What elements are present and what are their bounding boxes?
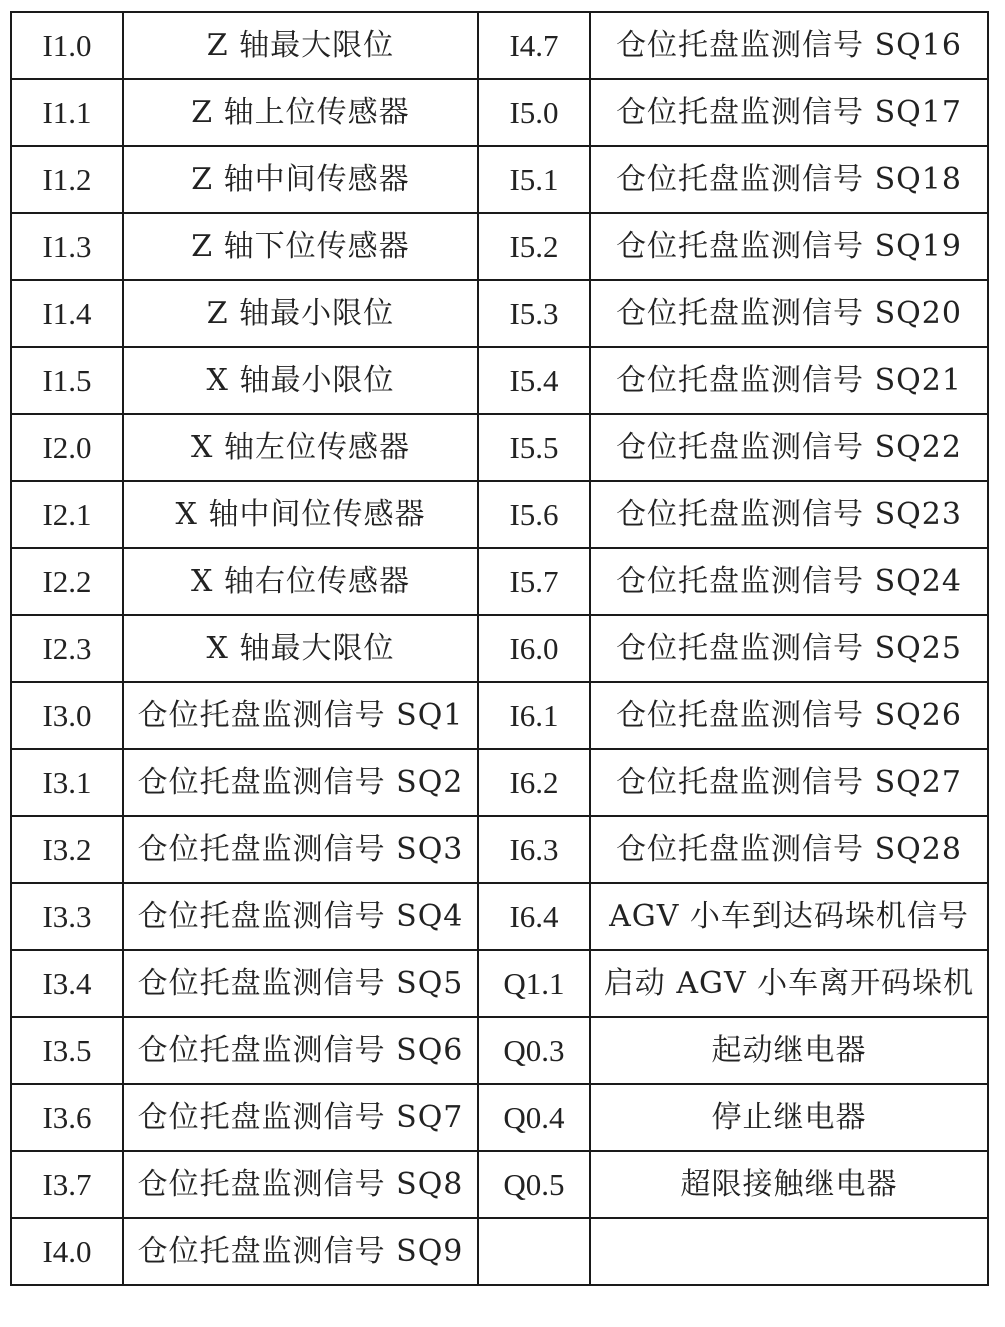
right-address-cell: I5.2: [478, 213, 590, 280]
right-description-cell: 停止继电器: [590, 1084, 988, 1151]
right-address-cell: [478, 1218, 590, 1285]
right-description-cell: 仓位托盘监测信号 SQ27: [590, 749, 988, 816]
left-address-cell: I2.3: [11, 615, 123, 682]
left-address-cell: I3.1: [11, 749, 123, 816]
right-description-cell: 仓位托盘监测信号 SQ24: [590, 548, 988, 615]
left-address-cell: I3.0: [11, 682, 123, 749]
left-description-cell: 仓位托盘监测信号 SQ5: [123, 950, 478, 1017]
right-description-cell: 超限接触继电器: [590, 1151, 988, 1218]
table-row: [11, 950, 988, 1017]
right-address-cell: I5.6: [478, 481, 590, 548]
right-description-cell: 启动 AGV 小车离开码垛机: [590, 950, 988, 1017]
left-address-cell: I3.7: [11, 1151, 123, 1218]
io-table-body: [11, 12, 988, 1285]
right-description-cell: 仓位托盘监测信号 SQ22: [590, 414, 988, 481]
table-row: [11, 79, 988, 146]
left-address-cell: I3.2: [11, 816, 123, 883]
left-description-cell: X 轴最小限位: [123, 347, 478, 414]
left-description-cell: Z 轴最小限位: [123, 280, 478, 347]
right-address-cell: I6.2: [478, 749, 590, 816]
left-address-cell: I1.3: [11, 213, 123, 280]
table-row: [11, 615, 988, 682]
left-description-cell: X 轴右位传感器: [123, 548, 478, 615]
left-description-cell: 仓位托盘监测信号 SQ3: [123, 816, 478, 883]
left-description-cell: 仓位托盘监测信号 SQ9: [123, 1218, 478, 1285]
left-address-cell: I1.2: [11, 146, 123, 213]
left-address-cell: I4.0: [11, 1218, 123, 1285]
right-description-cell: 仓位托盘监测信号 SQ20: [590, 280, 988, 347]
left-address-cell: I2.2: [11, 548, 123, 615]
right-address-cell: I6.3: [478, 816, 590, 883]
table-row: [11, 548, 988, 615]
table-row: [11, 883, 988, 950]
left-description-cell: 仓位托盘监测信号 SQ4: [123, 883, 478, 950]
right-description-cell: 仓位托盘监测信号 SQ25: [590, 615, 988, 682]
left-address-cell: I1.5: [11, 347, 123, 414]
table-row: [11, 414, 988, 481]
left-description-cell: Z 轴下位传感器: [123, 213, 478, 280]
right-address-cell: I5.0: [478, 79, 590, 146]
right-address-cell: I6.4: [478, 883, 590, 950]
left-address-cell: I3.6: [11, 1084, 123, 1151]
left-description-cell: Z 轴最大限位: [123, 12, 478, 79]
right-description-cell: 起动继电器: [590, 1017, 988, 1084]
right-address-cell: Q1.1: [478, 950, 590, 1017]
right-address-cell: I5.5: [478, 414, 590, 481]
left-address-cell: I1.4: [11, 280, 123, 347]
left-description-cell: Z 轴上位传感器: [123, 79, 478, 146]
table-row: [11, 1151, 988, 1218]
left-description-cell: X 轴最大限位: [123, 615, 478, 682]
left-description-cell: 仓位托盘监测信号 SQ6: [123, 1017, 478, 1084]
io-address-table: [10, 11, 989, 1286]
left-address-cell: I3.5: [11, 1017, 123, 1084]
right-description-cell: 仓位托盘监测信号 SQ21: [590, 347, 988, 414]
table-row: [11, 481, 988, 548]
right-address-cell: Q0.3: [478, 1017, 590, 1084]
right-description-cell: 仓位托盘监测信号 SQ23: [590, 481, 988, 548]
right-address-cell: Q0.4: [478, 1084, 590, 1151]
left-address-cell: I3.3: [11, 883, 123, 950]
left-address-cell: I1.1: [11, 79, 123, 146]
table-row: [11, 280, 988, 347]
left-description-cell: X 轴左位传感器: [123, 414, 478, 481]
right-description-cell: 仓位托盘监测信号 SQ17: [590, 79, 988, 146]
right-address-cell: I6.1: [478, 682, 590, 749]
left-address-cell: I3.4: [11, 950, 123, 1017]
table-row: [11, 146, 988, 213]
table-row: [11, 749, 988, 816]
table-row: [11, 816, 988, 883]
right-address-cell: I4.7: [478, 12, 590, 79]
right-address-cell: I5.4: [478, 347, 590, 414]
table-row: [11, 1084, 988, 1151]
table-row: [11, 1017, 988, 1084]
table-row: [11, 347, 988, 414]
right-address-cell: I5.3: [478, 280, 590, 347]
left-description-cell: Z 轴中间传感器: [123, 146, 478, 213]
left-description-cell: 仓位托盘监测信号 SQ7: [123, 1084, 478, 1151]
right-description-cell: [590, 1218, 988, 1285]
right-description-cell: 仓位托盘监测信号 SQ19: [590, 213, 988, 280]
left-description-cell: X 轴中间位传感器: [123, 481, 478, 548]
right-address-cell: I6.0: [478, 615, 590, 682]
right-address-cell: I5.1: [478, 146, 590, 213]
table-row: [11, 682, 988, 749]
table-row: [11, 1218, 988, 1285]
right-description-cell: 仓位托盘监测信号 SQ18: [590, 146, 988, 213]
right-description-cell: AGV 小车到达码垛机信号: [590, 883, 988, 950]
left-address-cell: I1.0: [11, 12, 123, 79]
left-description-cell: 仓位托盘监测信号 SQ8: [123, 1151, 478, 1218]
left-address-cell: I2.0: [11, 414, 123, 481]
table-row: [11, 12, 988, 79]
right-address-cell: I5.7: [478, 548, 590, 615]
right-description-cell: 仓位托盘监测信号 SQ26: [590, 682, 988, 749]
table-row: [11, 213, 988, 280]
right-description-cell: 仓位托盘监测信号 SQ16: [590, 12, 988, 79]
right-description-cell: 仓位托盘监测信号 SQ28: [590, 816, 988, 883]
left-description-cell: 仓位托盘监测信号 SQ2: [123, 749, 478, 816]
left-address-cell: I2.1: [11, 481, 123, 548]
left-description-cell: 仓位托盘监测信号 SQ1: [123, 682, 478, 749]
right-address-cell: Q0.5: [478, 1151, 590, 1218]
